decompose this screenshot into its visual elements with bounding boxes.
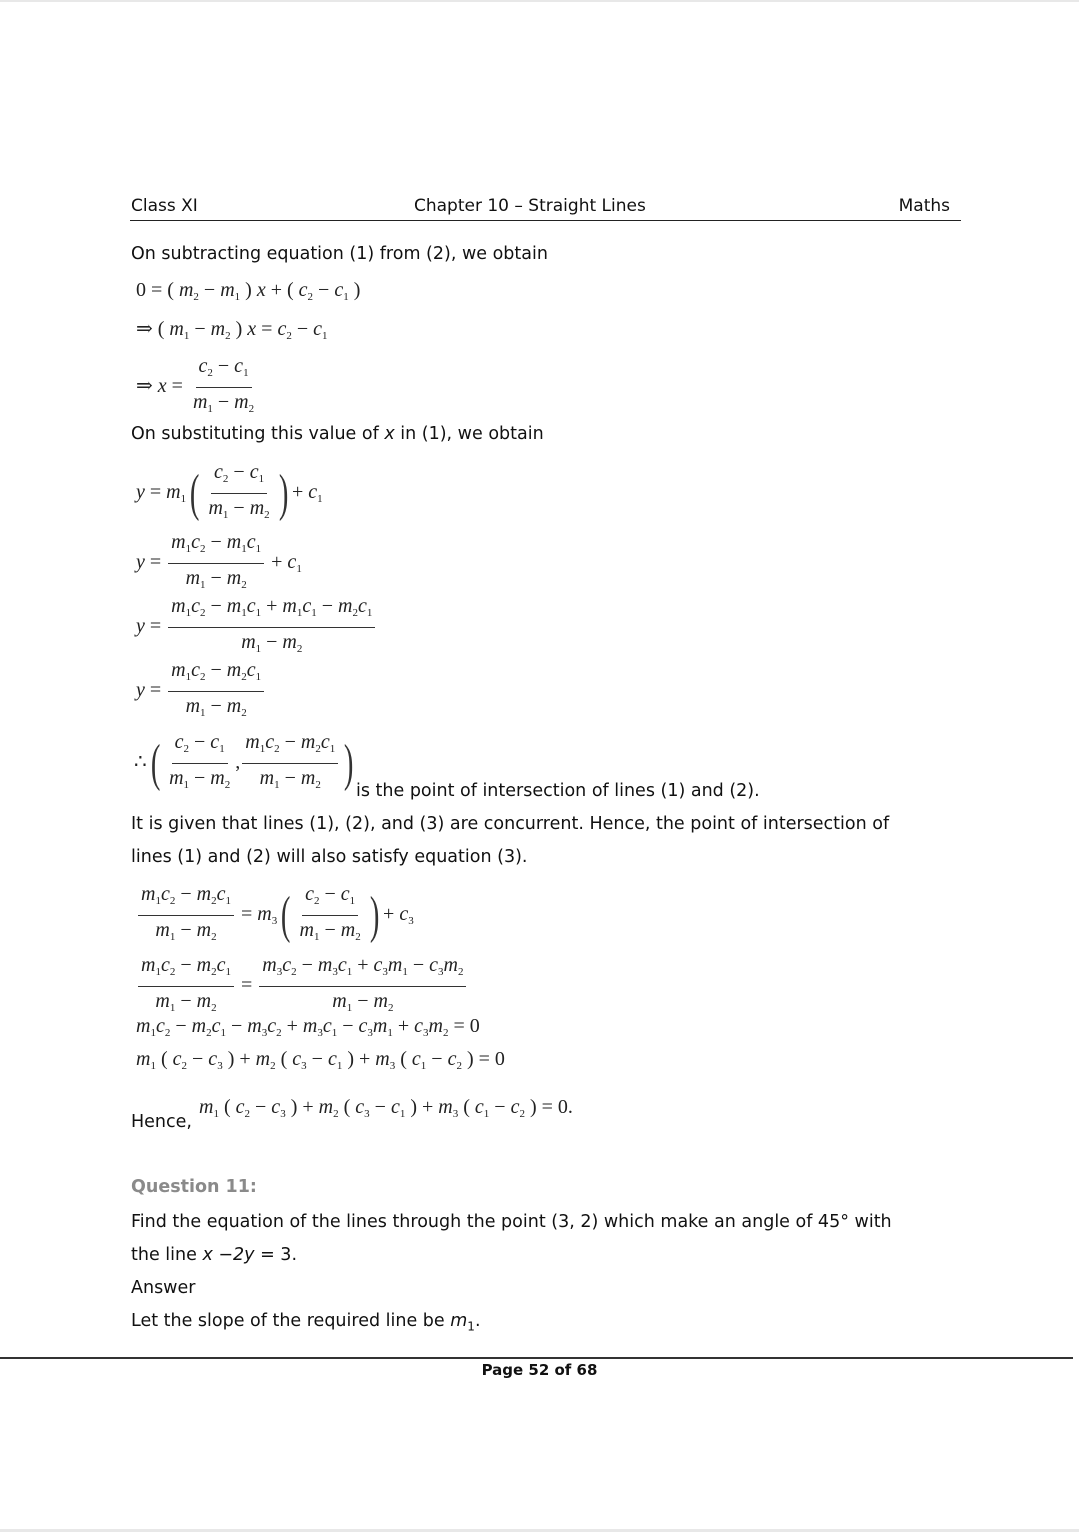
equation-12: $m_1$ ( $c_2 - c_3$ ) + $m_2$ ( $c_3 - c_1$ ) + $m_3$ ( $c_1 - c_2$ ) = 0 [136,1048,505,1072]
text: Let the slope of the required line be [131,1311,451,1331]
paragraph-subtracting: On subtracting equation (1) from (2), we obtain [131,244,548,264]
equation-4: $y = m_1$( $\frac{c_2 - c_1}{m_1 - m_2}$ ) + $c_1$ [136,461,323,522]
question-title: Question 11: [131,1177,257,1197]
text: . [474,1311,481,1331]
variable-m: m [450,1311,468,1331]
equation-conclusion: $m_1$ ( $c_2 - c_3$ ) + $m_2$ ( $c_3 - c_1$ ) + $m_3$ ( $c_1 - c_2$ ) = 0. [199,1096,573,1120]
subscript: 1 [467,1319,475,1334]
answer-label: Answer [131,1278,196,1298]
header-subject: Maths [898,196,950,216]
header-chapter: Chapter 10 – Straight Lines [414,196,646,216]
paragraph-concurrent-line1: It is given that lines (1), (2), and (3) are concurrent. Hence, the point of intersection of [131,814,890,834]
paragraph-intersection: is the point of intersection of lines (1) and (2). [356,781,760,801]
equation-2: ⇒ ( $m_1 - m_2$ ) $x = c_2 - c_1$ [136,318,328,342]
text: On substituting this value of [131,424,385,444]
equation-9: $\frac{m_1c_2 - m_2c_1}{m_1 - m_2}$ = $m_3$( $\frac{c_2 - c_1}{m_1 - m_2}$ ) + $c_3$ [136,882,414,949]
header-class: Class XI [131,196,198,216]
equation-6: y = $\frac{m_1c_2 - m_1c_1 + m_1c_1 - m_2c_1}{m_1 - m_2}$ [136,594,377,661]
equation-10: $\frac{m_1c_2 - m_2c_1}{m_1 - m_2}$ = $\frac{m_3c_2 - m_3c_1 + c_3m_1 - c_3m_2}{m_1 - m_2}$ [136,953,468,1020]
text: = 3. [254,1245,298,1265]
paragraph-substituting [131,423,544,445]
page-top-edge [0,0,1079,2]
math-inline: x −2y [202,1245,255,1265]
text: the line [131,1245,203,1265]
question-text-line1: Find the equation of the lines through the point (3, 2) which make an angle of 45° with [131,1212,892,1232]
equation-11: $m_1c_2 - m_2c_1 - m_3c_2 + m_3c_1 - c_3m_1 + c_3m_2 = 0$ [136,1015,480,1039]
page-number: Page 52 of 68 [481,1361,598,1379]
equation-1: 0 = ( $m_2 - m_1$ ) x + ( $c_2 - c_1$ ) [136,279,361,303]
text: in (1), we obtain [394,424,544,444]
answer-text [131,1310,481,1338]
question-text-line2 [131,1244,297,1266]
footer-rule [0,1357,1073,1359]
page-header [130,196,961,221]
paragraph-concurrent-line2: lines (1) and (2) will also satisfy equation (3). [131,847,528,867]
equation-7: y = $\frac{m_1c_2 - m_2c_1}{m_1 - m_2}$ [136,658,266,725]
equation-3: ⇒ x = $\frac{c_2 - c_1}{m_1 - m_2}$ [136,355,255,415]
variable-x: x [384,424,395,444]
hence-label: Hence, [131,1112,192,1132]
equation-intersection-point: ∴( $\frac{c_2 - c_1}{m_1 - m_2}$ , $\frac{m_1c_2 - m_2c_1}{m_1 - m_2}$ ) [134,731,354,792]
equation-5: y = $\frac{m_1c_2 - m_1c_1}{m_1 - m_2}$ + $c_1$ [136,531,302,591]
